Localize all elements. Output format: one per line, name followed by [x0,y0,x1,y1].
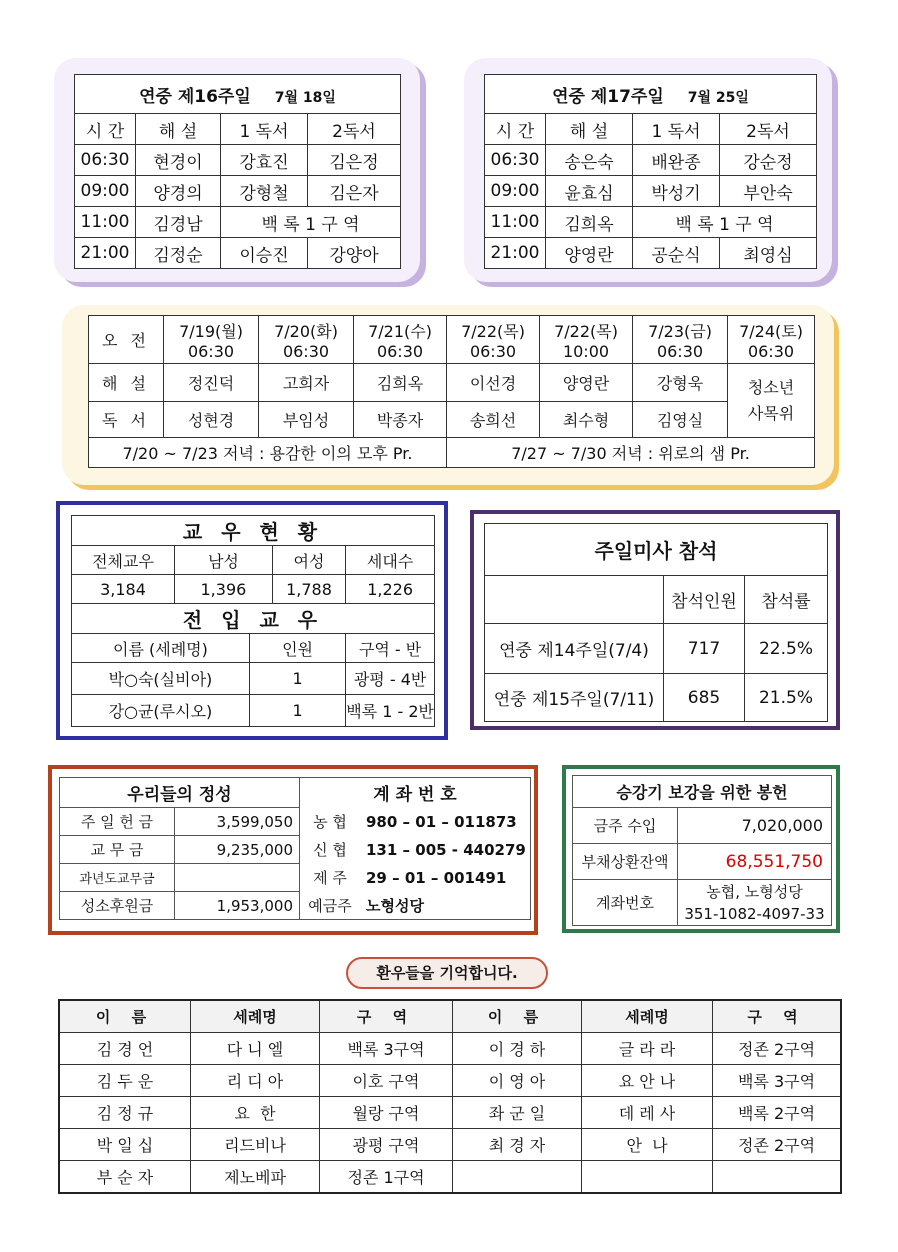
table-row: 09:00 윤효심 박성기 부안숙 [485,176,817,207]
table-row: 김 정 규 요 한 월랑 구역 좌 군 일 데 레 사 백록 2구역 [59,1097,841,1129]
sunday-17-table [484,74,817,269]
elevator-fund-table [572,775,832,926]
table-row: 강○균(루시오) 1 백록 1 - 2반 [72,695,435,727]
table-row: 3,184 1,396 1,788 1,226 [72,575,435,604]
table-row: 과년도교무금 제 주 29 – 01 – 001491 [60,864,531,892]
offerings-table [59,777,531,920]
note-left: 7/20 ~ 7/23 저녁 : 용감한 이의 모후 Pr. [89,438,447,468]
table-row: 부 순 자 제노베파 정존 1구역 [59,1161,841,1194]
table-row: 교 무 금 9,235,000 신 협 131 – 005 - 440279 [60,836,531,864]
weekday-table [88,315,815,468]
weekday-panel [62,305,834,485]
attendance-table [484,523,828,722]
remembrance-table [58,999,842,1194]
table-row: 09:00 양경의 강형철 김은자 [75,176,401,207]
remembrance-header-row: 이 름 세례명 구 역 이 름 세례명 구 역 [59,1000,841,1033]
sunday-17-header-row: 시 간 해 설 1 독서 2독서 [485,114,817,145]
table-row: 전체교우 남성 여성 세대수 [72,546,435,575]
table-row: 금주 수입 7,020,000 [573,808,832,844]
table-row: 11:00 김희옥 백 록 1 구 역 [485,207,817,238]
table-row: 11:00 김경남 백 록 1 구 역 [75,207,401,238]
table-row: 박○숙(실비아) 1 광평 - 4반 [72,663,435,695]
table-row: 주 일 헌 금 3,599,050 농 협 980 – 01 – 011873 [60,808,531,836]
table-row: 성소후원금 1,953,000 예금주 노형성당 [60,892,531,920]
attendance-title: 주일미사 참석 [485,524,828,576]
table-row: 김 경 언 다 니 엘 백록 3구역 이 경 하 글 라 라 정존 2구역 [59,1033,841,1065]
note-right: 7/27 ~ 7/30 저녁 : 위로의 샘 Pr. [447,438,815,468]
weekday-note-row [89,438,815,468]
parish-stats-panel [56,501,448,740]
table-row: 박 일 십 리드비나 광평 구역 최 경 자 안 나 정존 2구역 [59,1129,841,1161]
table-row: 21:00 양영란 공순식 최영심 [485,238,817,269]
sunday-16-header-row: 시 간 해 설 1 독서 2독서 [75,114,401,145]
table-row: 21:00 김정순 이승진 강양아 [75,238,401,269]
table-row: 참석인원 참석률 [485,576,828,624]
table-row: 06:30 송은숙 배완종 강순정 [485,145,817,176]
offerings-panel [48,765,538,935]
table-row: 이름 (세례명) 인원 구역 - 반 [72,634,435,663]
parish-stats-title: 교 우 현 황 [72,516,435,546]
sunday-17-title: 연중 제17주일 7월 25일 [485,75,817,114]
sunday-16-title: 연중 제16주일 7월 18일 [75,75,401,114]
table-row: 독 서 성현경 부임성 박종자 송희선 최수형 김영실 [89,402,815,438]
weekday-date-row: 오 전 7/19(월) 06:30 7/20(화) 06:30 7/21(수) 06:30 7/22(목) 06:30 7/22(목) 10:00 7/23(금) 06:30 7/24(토) 06:30 [89,316,815,364]
table-row: 06:30 현경이 강효진 김은정 [75,145,401,176]
sunday-16-table [74,74,401,269]
remembrance-title: 환우들을 기억합니다. [376,964,518,982]
table-row: 해 설 정진덕 고희자 김희옥 이선경 양영란 강형욱 청소년 사목위 [89,364,815,402]
transfer-title: 전 입 교 우 [72,604,435,634]
debt-balance: 68,551,750 [678,844,832,880]
youth-committee-cell: 청소년 사목위 [728,364,815,438]
attendance-panel [470,510,840,730]
sunday-16-panel [54,58,420,282]
parish-stats-table [71,515,435,727]
table-row: 김 두 운 리 디 아 이호 구역 이 영 아 요 안 나 백록 3구역 [59,1065,841,1097]
table-row: 연중 제14주일(7/4) 717 22.5% [485,624,828,674]
elevator-fund-panel [562,765,840,933]
offerings-title: 우리들의 정성 [60,778,300,808]
sunday-17-panel [464,58,832,282]
account-title: 계 좌 번 호 [300,778,531,808]
table-row: 연중 제15주일(7/11) 685 21.5% [485,674,828,722]
elevator-fund-title: 승강기 보강을 위한 봉헌 [573,776,832,808]
remembrance-title-badge [346,957,548,989]
table-row: 계좌번호 농협, 노형성당 351-1082-4097-33 [573,880,832,926]
table-row: 부채상환잔액 68,551,750 [573,844,832,880]
